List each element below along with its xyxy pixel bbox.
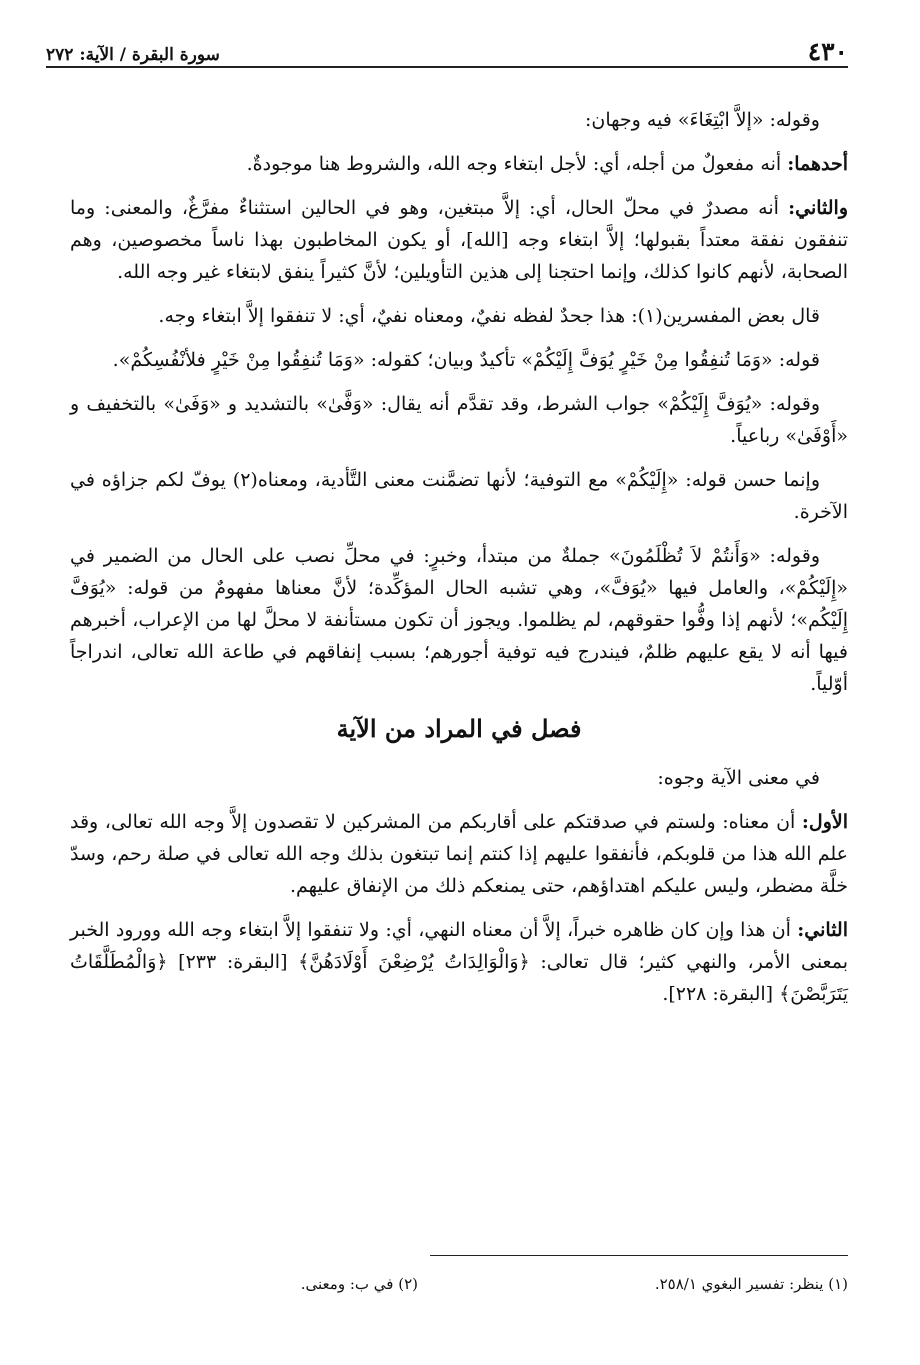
paragraph	[70, 104, 848, 136]
footnote-1: (١) ينظر: تفسير البغوي ٢٥٨/١.	[654, 1275, 848, 1293]
paragraph	[70, 806, 848, 902]
paragraph-text: وإنما حسن قوله: «إِلَيْكُمْ» مع التوفية؛ لأنها تضمَّنت معنى التَّأدية، ومعناه(٢) يوفّ لكم جزاؤه في الآخرة.	[70, 469, 848, 523]
paragraph-lead: أحدهما:	[787, 153, 848, 175]
paragraph-block-a	[70, 104, 848, 700]
paragraph-block-b	[70, 762, 848, 1010]
paragraph	[70, 300, 848, 332]
surah-reference: سورة البقرة / الآية: ٢٧٢	[46, 45, 220, 65]
page-number: ٤٣٠	[807, 37, 848, 66]
paragraph-text: أن معناه: ولستم في صدقتكم على أقاربكم من المشركين لا تقصدون إلاَّ وجه الله تعالى، وقد علم الله هذا من قلوبكم، فأنفقوا عليهم إذا كنتم إنما تبتغون بذلك وجه الله تعالى في صلة رحم، وسدّ خلَّة مضطر، وليس عليكم اهتداؤهم، حتى يمنعكم ذلك من الإنفاق عليهم.	[70, 811, 848, 897]
paragraph-text: في معنى الآية وجوه:	[657, 767, 820, 789]
paragraph	[70, 540, 848, 700]
paragraph-text: وقوله: «إلاَّ ابْتِغَاءَ» فيه وجهان:	[585, 109, 820, 131]
paragraph-text: أن هذا وإن كان ظاهره خبراً، إلاَّ أن معناه النهي، أي: ولا تنفقوا إلاَّ ابتغاء وجه الله وورود الخبر بمعنى الأمر، والنهي كثير؛ قال تعالى: ﴿وَالْوَالِدَاتُ يُرْضِعْنَ أَوْلَادَهُنَّ﴾ [البقرة: ٢٣٣] ﴿وَالْمُطَلَّقَاتُ يَتَرَبَّصْنَ﴾ [البقرة: ٢٢٨].	[70, 919, 848, 1005]
page-header	[46, 30, 848, 64]
paragraph	[70, 148, 848, 180]
paragraph-text: أنه مفعولٌ من أجله، أي: لأجل ابتغاء وجه الله، والشروط هنا موجودةٌ.	[246, 153, 788, 175]
section-title: فصل في المراد من الآية	[336, 714, 582, 743]
paragraph	[70, 192, 848, 288]
paragraph-text: قال بعض المفسرين(١): هذا جحدٌ لفظه نفيٌ، ومعناه نفيٌ، أي: لا تنفقوا إلاَّ ابتغاء وجه.	[158, 305, 820, 327]
paragraph	[70, 388, 848, 452]
paragraph-text: أنه مصدرٌ في محلّ الحال، أي: إلاَّ مبتغين، وهو في الحالين استثناءٌ مفرَّغٌ، والمعنى: وما تنفقون نفقة معتداً بقبولها؛ إلاَّ ابتغاء وجه [الله]، أو يكون المخاطبون بهذا ناساً مخصوصين، وهم الصحابة، لأنهم كانوا كذلك، وإنما احتجنا إلى هذين التأويلين؛ لأنَّ كثيراً ينفق لابتغاء غير وجه الله.	[70, 197, 848, 283]
paragraph-text: وقوله: «وَأَنتُمْ لاَ تُظْلَمُونَ» جملةٌ من مبتدأ، وخبرٍ: في محلِّ نصب على الحال من الضمير في «إِلَيْكُمْ»، والعامل فيها «يُوَفَّ»، وهي تشبه الحال المؤكِّدة؛ لأنَّ معناها مفهومٌ من قوله: «يُوَفَّ إِلَيْكُم»؛ لأنهم إذا وفُّوا حقوقهم، لم يظلموا. ويجوز أن تكون مستأنفة لا محلَّ لها من الإعراب، أخبرهم فيها أنه لا يقع عليهم ظلمٌ، فيندرج فيه توفية أجورهم؛ بسبب إنفاقهم في طاعة الله تعالى، اندراجاً أوّلياً.	[70, 545, 848, 695]
paragraph	[70, 914, 848, 1010]
paragraph-text: قوله: «وَمَا تُنفِقُوا مِنْ خَيْرٍ يُوَفَّ إِلَيْكُمْ» تأكيدٌ وبيان؛ كقوله: «وَمَا تُنفِقُوا مِنْ خَيْرٍ فلأنْفُسِكُمْ».	[112, 349, 820, 371]
paragraph	[70, 344, 848, 376]
footnote-rule	[430, 1255, 848, 1256]
footnote-2: (٢) في ب: ومعنى.	[300, 1275, 418, 1293]
paragraph	[70, 464, 848, 528]
paragraph	[70, 762, 848, 794]
paragraph-lead: والثاني:	[788, 197, 848, 219]
paragraph-lead: الأول:	[801, 811, 848, 833]
paragraph-lead: الثاني:	[797, 919, 848, 941]
footnotes	[70, 1272, 848, 1302]
header-rule	[46, 66, 848, 68]
main-text	[70, 104, 848, 1022]
paragraph-text: وقوله: «يُوَفَّ إِلَيْكُمْ» جواب الشرط، وقد تقدَّم أنه يقال: «وَفَّىٰ» بالتشديد و «وَفَىٰ» بالتخفيف و «أَوْفَىٰ» رباعياً.	[70, 393, 848, 447]
